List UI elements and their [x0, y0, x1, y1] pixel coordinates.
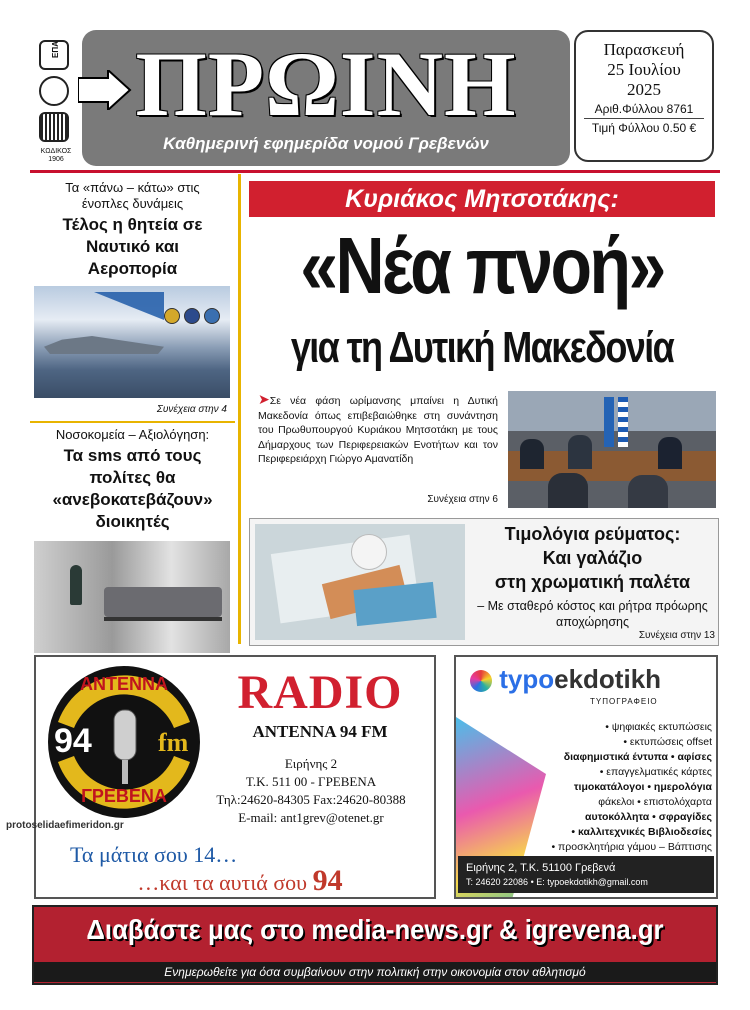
service-item: • εκτυπώσεις offset	[623, 736, 712, 748]
issue-date: 25 Ιουλίου	[607, 60, 681, 79]
warship-shape	[44, 336, 164, 354]
emblems	[162, 308, 222, 324]
story-headline[interactable]: Τέλος η θητεία σε Ναυτικό και Αεροπορία	[62, 215, 203, 278]
main-banner: Κυριάκος Μητσοτάκης:	[249, 181, 715, 217]
watermark[interactable]: protoselidaefimeridon.gr	[6, 820, 124, 831]
story-kicker: Τα «πάνω – κάτω» στις ένοπλες δυνάμεις	[65, 180, 200, 211]
service-item: • επαγγελματικές κάρτες	[599, 766, 712, 778]
meeting-photo	[508, 391, 716, 508]
story-headline[interactable]: Τα sms από τους πολίτες θα «ανεβοκατεβάζουν» διοικητές	[52, 446, 213, 531]
radio-phones: Τηλ:24620-84305 Fax:24620-80388	[216, 792, 406, 807]
eu-flag	[604, 397, 614, 447]
military-photo	[34, 286, 230, 398]
service-item: • καλλιτεχνικές Βιβλιοδεσίες	[571, 826, 712, 838]
seal-icon	[39, 76, 69, 106]
radio-slogan-1: Τα μάτια σου 14…	[70, 842, 238, 867]
person-5	[628, 475, 668, 508]
story-military[interactable]	[30, 174, 235, 421]
story-continued[interactable]: Συνέχεια στην 4	[156, 404, 227, 415]
electricity-sub: – Με σταθερό κόστος και ρήτρα πρόωρης αποχώρησης	[477, 599, 708, 629]
radio-slogan-2	[50, 864, 430, 898]
logo-number: 94	[54, 722, 92, 760]
electricity-continued[interactable]: Συνέχεια στην 13	[638, 630, 715, 641]
person-1	[520, 439, 544, 469]
service-item: διαφημιστικά έντυπα • αφίσες	[563, 751, 712, 763]
banknote-2	[353, 582, 436, 626]
main-continued[interactable]: Συνέχεια στην 6	[427, 494, 498, 505]
radio-title: RADIO	[237, 666, 403, 719]
greek-flag	[618, 397, 628, 447]
electricity-headline[interactable]	[470, 522, 715, 594]
side-label: ΕΠΑ	[50, 41, 60, 58]
logo-top-text: ΑΝΤΕΝΝΑ	[80, 674, 168, 694]
left-column	[30, 174, 235, 644]
radio-contact	[186, 755, 436, 827]
bottom-banner-main[interactable]: Διαβάστε μας στο media-news.gr & igrevena.gr	[86, 914, 664, 945]
service-item: • προσκλητήρια γάμου – Βάπτισης	[551, 841, 712, 853]
person-4	[548, 473, 588, 508]
flag-shape	[94, 292, 164, 320]
electricity-photo	[255, 524, 465, 640]
main-lead	[258, 392, 498, 467]
person-3	[658, 437, 682, 469]
typo-tagline: ΤΥΠΟΓΡΑΦΕΙΟ	[590, 697, 658, 706]
issue-price: Τιμή Φύλλου 0.50 €	[584, 118, 704, 135]
hospital-photo	[34, 541, 230, 653]
paper-subtitle: Καθημερινή εφημερίδα νομού Γρεβενών	[163, 134, 489, 153]
person-2	[568, 435, 592, 469]
typo-brand-a: typo	[499, 664, 555, 694]
person-silhouette	[70, 565, 82, 605]
top-rule	[30, 170, 720, 173]
radio-subtitle: ANTENNA 94 FM	[252, 722, 388, 741]
code-value: 1906	[48, 156, 64, 163]
logo-bottom-text: ΓΡΕΒΕΝΑ	[81, 786, 167, 806]
main-headline-2[interactable]: για τη Δυτική Μακεδονία	[290, 323, 674, 372]
typo-services	[540, 720, 712, 855]
code-label: ΚΩΔΙΚΟΣ	[40, 148, 72, 155]
date-box	[574, 30, 714, 162]
typo-footer	[458, 856, 714, 893]
service-item: • ψηφιακές εκτυπώσεις	[605, 721, 712, 733]
main-headline[interactable]: «Νέα πνοή»	[300, 221, 664, 310]
typo-contact[interactable]: Τ: 24620 22086 • E: typoekdotikh@gmail.com	[466, 877, 648, 887]
radio-postal: Τ.Κ. 511 00 - ΓΡΕΒΕΝΑ	[245, 774, 377, 789]
lead-text: Σε νέα φάση ωρίμανσης μπαίνει η Δυτική Μακεδονία όπως επιβεβαιώθηκε στη συνάντηση του Πρωθυπουργού Κυριάκου Μητσοτάκη με τους Δήμαρχους των Περιφερειακών Ενοτήτων και τον Περιφερειάρχη Γιώργο Αμανατίδη	[258, 395, 498, 465]
service-item: αυτοκόλλητα • σφραγίδες	[585, 811, 712, 823]
envelope-icon	[39, 40, 69, 70]
typo-logo-icon	[470, 670, 492, 692]
column-divider	[238, 174, 241, 644]
electricity-headline-1: Τιμολόγια ρεύματος:	[504, 524, 681, 544]
masthead	[82, 30, 570, 166]
radio-email[interactable]: E-mail: ant1grev@otenet.gr	[238, 810, 384, 825]
slogan-text: …και τα αυτιά σου	[137, 870, 308, 895]
typo-address: Ειρήνης 2, Τ.Κ. 51100 Γρεβενά	[466, 862, 616, 874]
code-block	[38, 148, 74, 164]
story-kicker: Νοσοκομεία – Αξιολόγηση:	[55, 427, 210, 442]
radio-address: Ειρήνης 2	[284, 756, 338, 771]
service-item: φάκελοι • επιστολόχαρτα	[598, 796, 712, 808]
typo-brand	[470, 664, 710, 695]
logo-fm: fm	[158, 728, 189, 757]
paper-title: ΠΡΩΙΝΗ	[135, 33, 517, 135]
side-icons	[36, 40, 72, 148]
service-item: τιμοκατάλογοι • ημερολόγια	[573, 781, 712, 793]
story-hospitals[interactable]	[30, 427, 235, 672]
issue-number: Αριθ.Φύλλου 8761	[594, 102, 694, 116]
arrow-bullet-icon: ➤	[258, 391, 270, 407]
bed-shape	[104, 587, 222, 617]
lightbulb-icon	[351, 534, 387, 570]
barcode-icon	[39, 112, 69, 142]
issue-year: 2025	[627, 80, 661, 99]
slogan-number: 94	[312, 864, 343, 897]
issue-day: Παρασκευή	[603, 40, 685, 59]
electricity-headline-2: Και γαλάζιο	[542, 548, 643, 568]
bottom-banner-sub: Ενημερωθείτε για όσα συμβαίνουν στην πολιτική στην οικονομία στον αθλητισμό	[34, 962, 716, 982]
electricity-headline-3: στη χρωματική παλέτα	[494, 572, 691, 592]
bed-rail	[104, 617, 222, 621]
divider	[30, 421, 235, 423]
typo-brand-b: ekdotikh	[554, 664, 662, 694]
